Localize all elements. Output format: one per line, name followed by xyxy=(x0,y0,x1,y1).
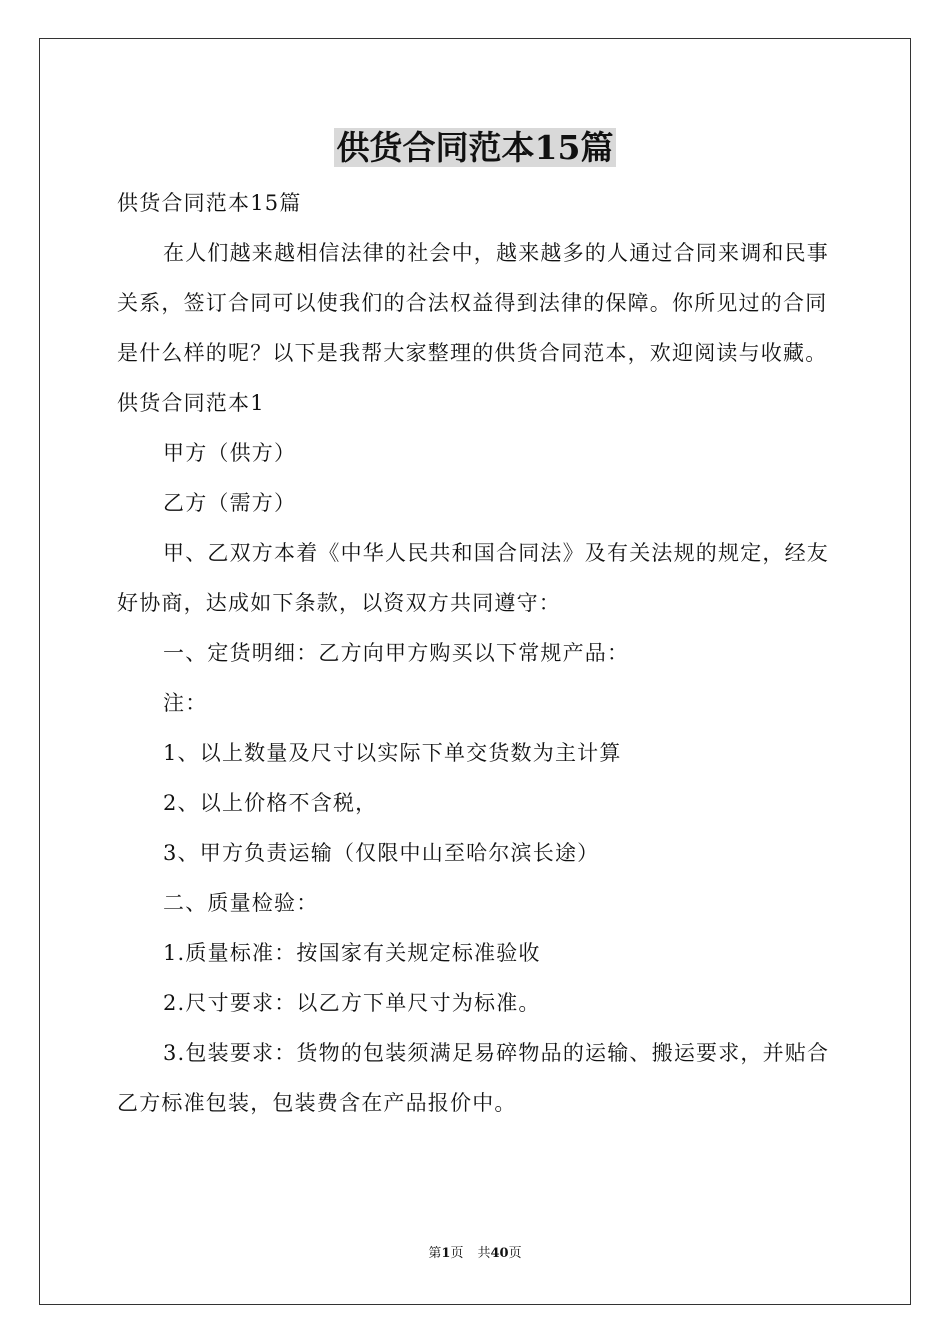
paragraph: 1.质量标准：按国家有关规定标准验收 xyxy=(163,941,541,965)
paragraph: 2.尺寸要求：以乙方下单尺寸为标准。 xyxy=(163,991,541,1015)
document-title-text: 供货合同范本15篇 xyxy=(334,128,617,167)
paragraph: 3、甲方负责运输（仅限中山至哈尔滨长途） xyxy=(163,841,600,865)
section-heading: 供货合同范本1 xyxy=(117,391,265,415)
paragraph: 1、以上数量及尺寸以实际下单交货数为主计算 xyxy=(163,741,622,765)
document-body xyxy=(117,178,835,1128)
total-pages: 40 xyxy=(490,1246,509,1261)
paragraph: 2、以上价格不含税， xyxy=(163,791,378,815)
paragraph: 3.包装要求：货物的包装须满足易碎物品的运输、搬运要求，并贴合乙方标准包装，包装费含在产品报价中。 xyxy=(117,1041,830,1115)
total-suffix: 页 xyxy=(508,1246,522,1261)
paragraph: 一、定货明细：乙方向甲方购买以下常规产品： xyxy=(163,641,630,665)
paragraph: 乙方（需方） xyxy=(163,491,297,515)
paragraph: 甲、乙双方本着《中华人民共和国合同法》及有关法规的规定，经友好协商，达成如下条款，以资双方共同遵守： xyxy=(117,541,829,615)
document-title xyxy=(0,128,950,168)
paragraph: 供货合同范本15篇 xyxy=(117,191,302,215)
paragraph: 注： xyxy=(163,691,208,715)
page-suffix: 页 xyxy=(450,1246,464,1261)
page-footer xyxy=(0,1245,950,1263)
paragraph: 甲方（供方） xyxy=(163,441,297,465)
paragraph: 在人们越来越相信法律的社会中，越来越多的人通过合同来调和民事关系，签订合同可以使我们的合法权益得到法律的保障。你所见过的合同是什么样的呢？以下是我帮大家整理的供货合同范本，欢迎阅读与收藏。 xyxy=(117,241,829,365)
page-prefix: 第 xyxy=(428,1246,442,1261)
paragraph: 二、质量检验： xyxy=(163,891,319,915)
total-prefix: 共 xyxy=(477,1246,491,1261)
page-number: 1 xyxy=(441,1246,451,1261)
